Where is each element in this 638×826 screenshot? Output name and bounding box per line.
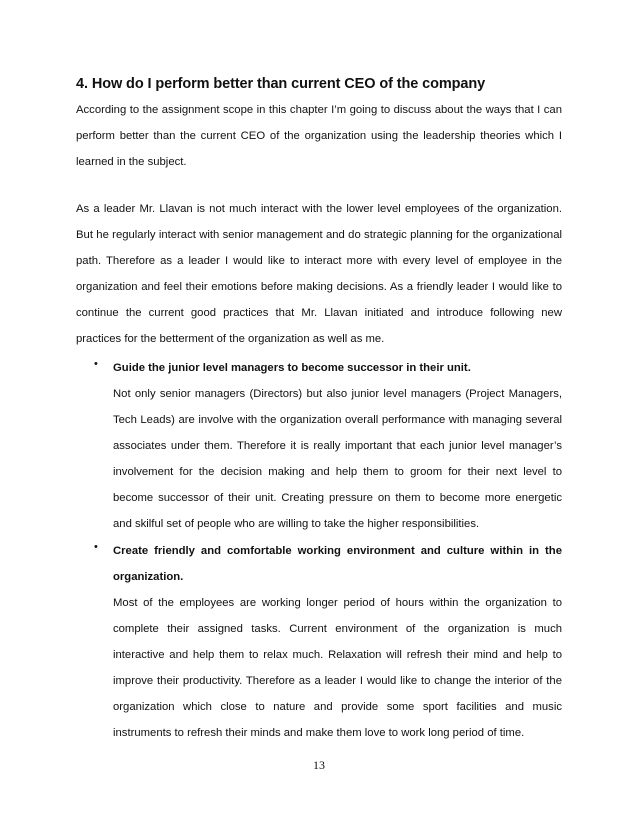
page-number: 13: [313, 758, 325, 772]
bullet-title: Create friendly and comfortable working environment and culture within in the organization.: [113, 545, 562, 583]
intro-paragraph: According to the assignment scope in this chapter I’m going to discuss about the ways that I can perform better than the current CEO of the organization using the leadership theories which I learned in the subject.: [76, 104, 562, 168]
bullet-body-text: Not only senior managers (Directors) but also junior level managers (Project Managers, Tech Leads) are involve with the organization overall performance with managing several associates under them. Therefore it is really important that each junior level manager’s involvement for the decision making and help them to groom for their next level to become successor of their unit. Creating pressure on them to become more energetic and skilful set of people who are willing to take the higher responsibilities.: [113, 388, 562, 530]
bullet-marker: •: [94, 541, 98, 553]
bullet-body-text: Most of the employees are working longer period of hours within the organization to complete their assigned tasks. Current environment of the organization is much interactive and help them to relax much. Relaxation will refresh their mind and help to improve their productivity. Therefore as a leader I would like to change the interior of the organization which close to nature and provide some sport facilities and music instruments to refresh their minds and make them love to work long period of time.: [113, 597, 562, 739]
leader-paragraph: As a leader Mr. Llavan is not much interact with the lower level employees of the organization. But he regularly interact with senior management and do strategic planning for the organizational path. Therefore as a leader I would like to interact more with every level of employee in the organization and feel their emotions before making decisions. As a friendly leader I would like to continue the current good practices that Mr. Llavan initiated and introduce following new practices for the betterment of the organization as well as me.: [76, 203, 562, 345]
bullet-item-junior-managers: [113, 355, 562, 537]
section-heading: 4. How do I perform better than current CEO of the company: [76, 76, 486, 92]
bullet-marker: •: [94, 358, 98, 370]
bullet-title: Guide the junior level managers to become successor in their unit.: [113, 362, 471, 374]
bullet-item-work-environment: [113, 538, 562, 746]
